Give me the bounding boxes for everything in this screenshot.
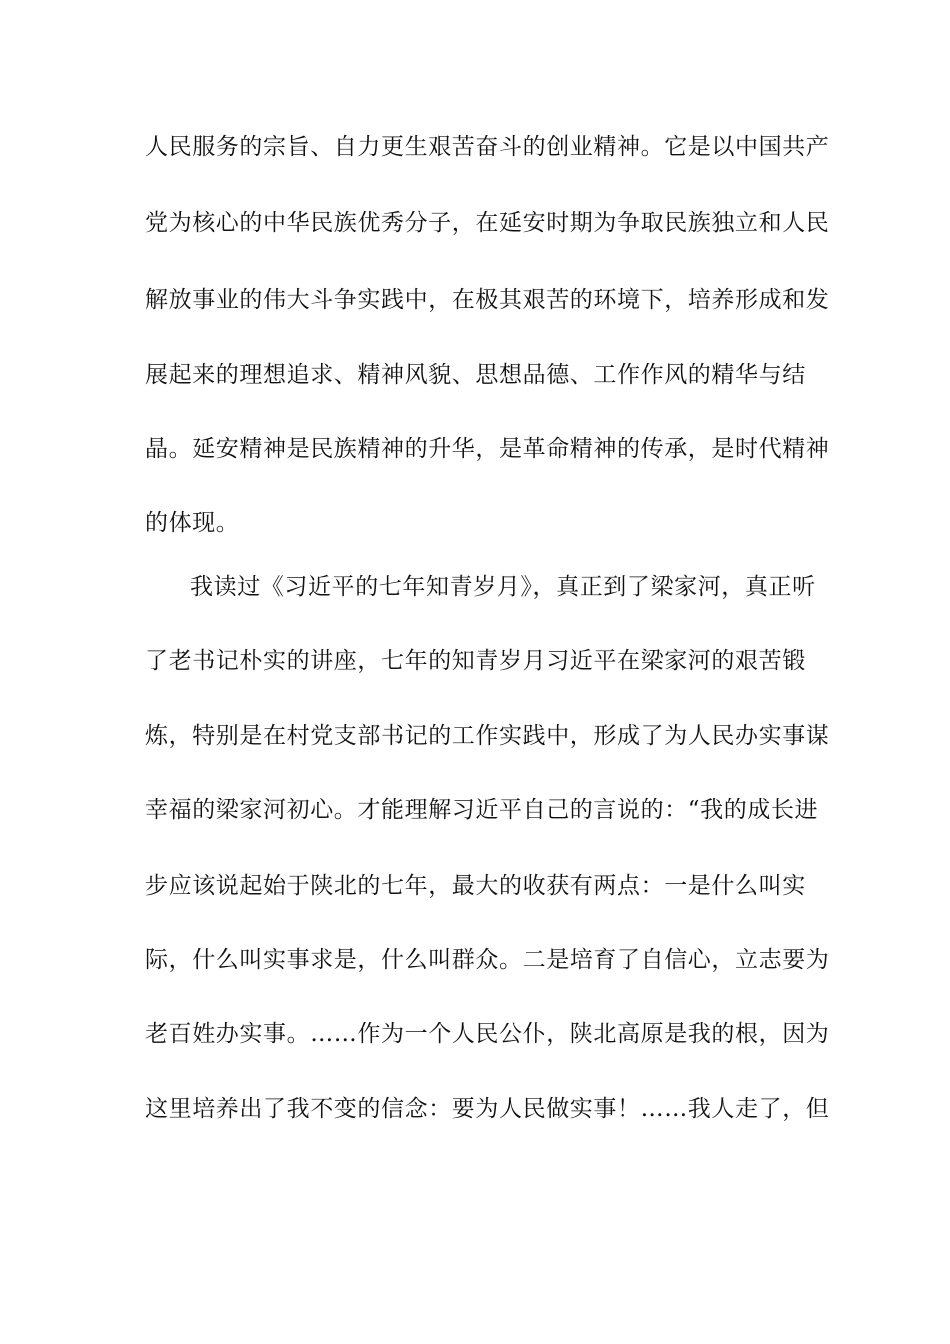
text-line: 晶。延安精神是民族精神的升华，是革命精神的传承，是时代精神 — [145, 436, 830, 462]
text-line: 解放事业的伟大斗争实践中，在极其艰苦的环境下，培养形成和发 — [145, 287, 830, 313]
text-line: 这里培养出了我不变的信念：要为人民做实事！……我人走了，但 — [145, 1096, 830, 1122]
text-line: 人民服务的宗旨、自力更生艰苦奋斗的创业精神。它是以中国共产 — [145, 134, 830, 160]
text-line: 幸福的梁家河初心。才能理解习近平自己的言说的：“我的成长进 — [145, 797, 819, 823]
text-line: 步应该说起始于陕北的七年，最大的收获有两点：一是什么叫实 — [145, 873, 806, 899]
text-line: 党为核心的中华民族优秀分子，在延安时期为争取民族独立和人民 — [145, 210, 830, 236]
text-line: 的体现。 — [145, 510, 240, 536]
text-line: 展起来的理想追求、精神风貌、思想品德、工作作风的精华与结 — [145, 362, 806, 388]
text-line: 了老书记朴实的讲座，七年的知青岁月习近平在梁家河的艰苦锻 — [145, 648, 806, 674]
paragraph-first-line: 我读过《习近平的七年知青岁月》，真正到了梁家河，真正听 — [190, 574, 816, 600]
text-line: 老百姓办实事。……作为一个人民公仆，陕北高原是我的根，因为 — [145, 1021, 830, 1047]
text-line: 际，什么叫实事求是，什么叫群众。二是培育了自信心，立志要为 — [145, 947, 830, 973]
text-line: 炼，特别是在村党支部书记的工作实践中，形成了为人民办实事谋 — [145, 723, 830, 749]
